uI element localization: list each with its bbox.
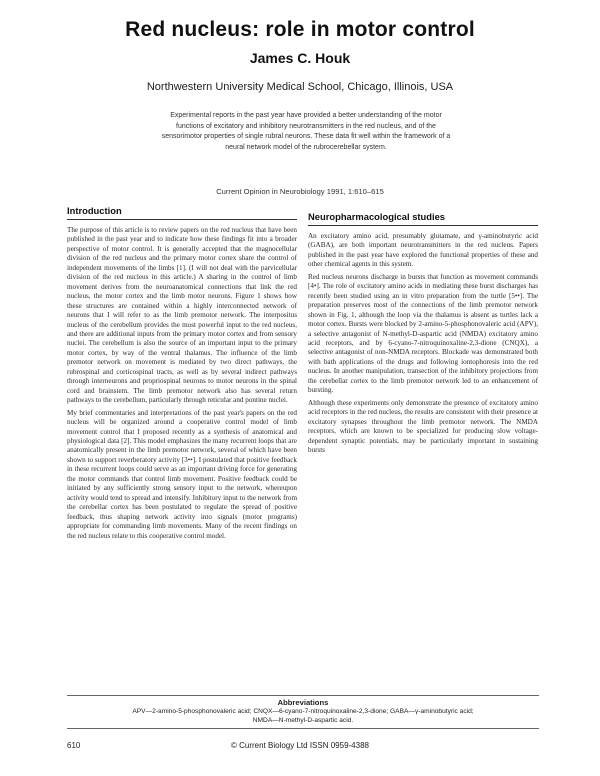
abbreviations-title: Abbreviations [277,698,329,707]
right-column [308,203,538,458]
page-number: 610 [67,741,81,750]
neuropharmacology-paragraph: Although these experiments only demonstrate the presence of excitatory amino acid receptors in the red nucleus, the results are consistent with their presence at excitatory synapses throughout the limb premotor network. The NMDA receptors, which are known to be specialized for producing slow voltage-dependent synaptic potentials, may be particularly important in sustaining bursts [308,398,538,454]
abbreviations-line: NMDA—N-methyl-D-aspartic acid. [252,716,354,724]
journal-citation: Current Opinion in Neurobiology 1991, 1:610–615 [216,187,384,196]
section-heading-neuropharmacology: Neuropharmacological studies [308,211,538,226]
copyright-notice: © Current Biology Ltd ISSN 0959-4388 [231,741,369,750]
abbreviations-line: APV—2-amino-5-phosphonovaleric acid; CNQX—6-cyano-7-nitroquinoxaline-2,3-dione; GABA—γ-aminobutyric acid; [132,708,474,715]
section-heading-introduction: Introduction [67,205,297,220]
author-affiliation: Northwestern University Medical School, Chicago, Illinois, USA [146,81,454,93]
abstract: Experimental reports in the past year have provided a better understanding of the motor functions of excitatory and inhibitory neurotransmitters in the red nucleus, and of the sensorimotor properties of single rubral neurons. These data fit well within the framework of a neural network model of the rubrocerebellar system. [161,112,451,151]
introduction-paragraph: My brief commentaries and interpretations of the past year's papers on the red nucleus will be organized around a cooperative control model of limb movement control that I proposed recently as a synthesis of anatomical and physiological data [2]. This model emphasizes the many recurrent loops that are anatomically present in the limb premotor network, several of which have been shown to support reverberatory activity [3••]. I postulated that positive feedback in these recurrent loops could serve as an important driving force for generating the motor commands that control limb movement. Positive feedback could be initiated by any sufficiently strong sensory input to the network, whereupon activity would tend to spread and intensify. Inhibitory input to the network from the cerebellar cortex has been postulated to regulate the spread of positive feedback, thus shaping network activity into signals (motor programs) appropriate for commanding limb movements. Many of the recent findings on the red nucleus relate to this cooperative control model. [67,408,297,540]
introduction-paragraph: The purpose of this article is to review papers on the red nucleus that have been published in the past year and to indicate how these findings fit into a broader perspective of motor control. It is generally accepted that the magnocellular division of the red nucleus and the primary motor cortex share the control of independent movements of the limbs [1]. (I will not deal with the parvicellular division of the red nucleus in this article.) A sharing in the control of limb movement derives from the neuroanatomical connections that link the red nucleus, the motor cortex and the limb motor neurons. Figure 1 shows how these structures are contained within a highly interconnected network of neurons that I will refer to as the limb premotor network. The interpositus nucleus of the cerebellum provides the most powerful input to the red nucleus, and there are additional inputs from the primary motor cortex and from sensory nuclei. The cerebellum is also the source of an important input to the primary motor cortex, by way of the ventral thalamus. The influence of the limb premotor network on movement is mediated by two direct pathways, the rubrospinal and corticospinal tracts, as well as by several indirect pathways through interneurons and propriospinal neurons to motor neurons in the spinal cord and brainstem. The limb premotor network also has several return pathways to the cerebellum, particularly through reticular and pontine nuclei. [67,226,297,405]
neuropharmacology-paragraph: An excitatory amino acid, presumably glutamate, and γ-aminobutyric acid (GABA), are both important neurotransmitters in the red nucleus. Papers published in the past year have explored the functional properties of these and other chemical agents in this system. [308,232,538,269]
left-column [67,203,297,544]
neuropharmacology-paragraph: Red nucleus neurons discharge in bursts that function as movement commands [4•]. The role of excitatory amino acids in mediating these burst discharges has recently been studied using an in vitro preparation from the turtle [5••]. The preparation preserves most of the connections of the limb premotor network shown in Fig. 1, although the loop via the thalamus is absent as turtles lack a motor cortex. Bursts were blocked by 2-amino-5-phosphonovaleric acid (APV), a selective antagonist of N-methyl-D-aspartic acid (NMDA) excitatory amino acid receptors, and by 6-cyano-7-nitroquinoxaline-2,3-dione (CNQX), a selective antagonist of non-NMDA receptors. Blockade was demonstrated both with bath applications of the drugs and following iontophoresis into the red nucleus. In another manipulation, transection of the inhibitory projections from the cerebellar cortex to the limb premotor network led to an enhancement of bursting. [308,272,538,395]
article-author: James C. Houk [249,50,351,66]
article-title: Red nucleus: role in motor control [125,18,475,41]
abbreviations-box [67,695,539,729]
